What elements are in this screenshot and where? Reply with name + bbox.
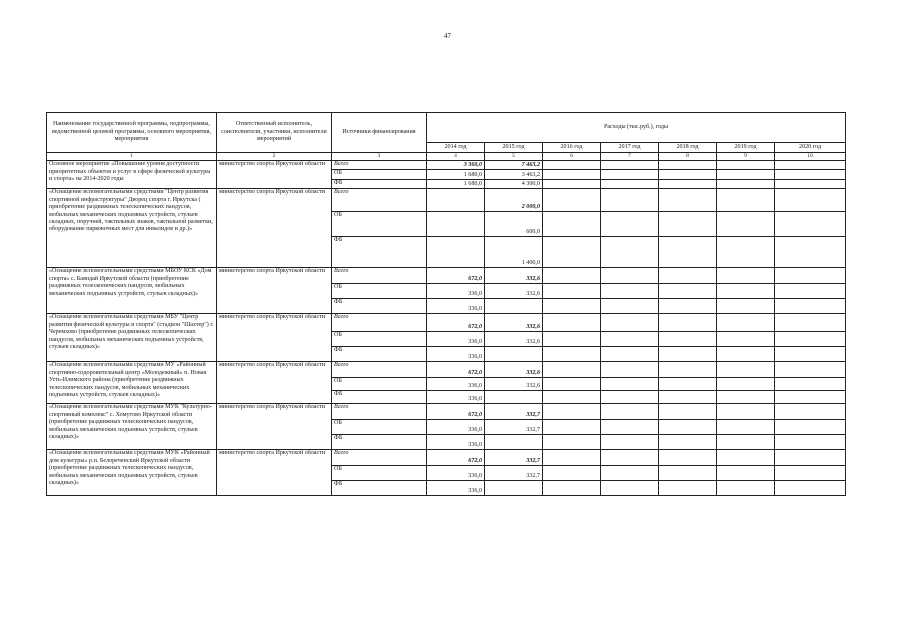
funding-source: ОБ bbox=[332, 378, 427, 391]
empty-year-cell bbox=[659, 466, 717, 481]
empty-year-cell bbox=[543, 378, 601, 391]
empty-year-cell bbox=[543, 450, 601, 466]
amount-y2014 bbox=[427, 237, 485, 268]
empty-year-cell bbox=[601, 378, 659, 391]
empty-year-cell bbox=[717, 404, 775, 420]
empty-year-cell bbox=[659, 481, 717, 496]
column-index: 9 bbox=[717, 153, 775, 161]
amount-y2014: 336,0 bbox=[427, 378, 485, 391]
amount-y2015 bbox=[485, 347, 543, 362]
header-year: 2020 год bbox=[775, 143, 846, 153]
amount-y2015: 7 463,2 bbox=[485, 161, 543, 170]
empty-year-cell bbox=[601, 268, 659, 284]
empty-year-cell bbox=[659, 378, 717, 391]
amount-y2014: 336,0 bbox=[427, 299, 485, 314]
empty-year-cell bbox=[775, 466, 846, 481]
empty-year-cell bbox=[601, 212, 659, 237]
funding-source: ФБ bbox=[332, 299, 427, 314]
amount-y2015: 1 400,0 bbox=[485, 237, 543, 268]
executor-name: министерство спорта Иркутской области bbox=[217, 362, 332, 404]
empty-year-cell bbox=[543, 391, 601, 404]
empty-year-cell bbox=[717, 481, 775, 496]
empty-year-cell bbox=[775, 161, 846, 170]
amount-y2014: 672,0 bbox=[427, 268, 485, 284]
amount-y2014: 336,0 bbox=[427, 347, 485, 362]
empty-year-cell bbox=[717, 268, 775, 284]
empty-year-cell bbox=[717, 180, 775, 189]
empty-year-cell bbox=[601, 314, 659, 332]
funding-source: ФБ bbox=[332, 180, 427, 189]
empty-year-cell bbox=[775, 450, 846, 466]
amount-y2015: 332,6 bbox=[485, 314, 543, 332]
empty-year-cell bbox=[775, 237, 846, 268]
amount-y2015 bbox=[485, 391, 543, 404]
empty-year-cell bbox=[775, 268, 846, 284]
amount-y2015: 4 300,0 bbox=[485, 180, 543, 189]
funding-source: ОБ bbox=[332, 420, 427, 435]
empty-year-cell bbox=[543, 170, 601, 180]
amount-y2015: 332,6 bbox=[485, 332, 543, 347]
empty-year-cell bbox=[775, 170, 846, 180]
empty-year-cell bbox=[601, 450, 659, 466]
empty-year-cell bbox=[601, 347, 659, 362]
funding-source: Всего bbox=[332, 314, 427, 332]
empty-year-cell bbox=[543, 161, 601, 170]
empty-year-cell bbox=[775, 212, 846, 237]
empty-year-cell bbox=[543, 237, 601, 268]
empty-year-cell bbox=[717, 237, 775, 268]
executor-name: министерство спорта Иркутской области bbox=[217, 268, 332, 314]
amount-y2015: 332,6 bbox=[485, 378, 543, 391]
amount-y2014: 672,0 bbox=[427, 314, 485, 332]
empty-year-cell bbox=[543, 284, 601, 299]
column-index: 4 bbox=[427, 153, 485, 161]
empty-year-cell bbox=[717, 362, 775, 378]
empty-year-cell bbox=[659, 347, 717, 362]
funding-source: ФБ bbox=[332, 481, 427, 496]
empty-year-cell bbox=[775, 435, 846, 450]
amount-y2015: 2 000,0 bbox=[485, 189, 543, 212]
column-index: 7 bbox=[601, 153, 659, 161]
empty-year-cell bbox=[775, 378, 846, 391]
empty-year-cell bbox=[717, 212, 775, 237]
empty-year-cell bbox=[775, 481, 846, 496]
empty-year-cell bbox=[659, 268, 717, 284]
amount-y2015: 600,0 bbox=[485, 212, 543, 237]
column-index: 1 bbox=[47, 153, 217, 161]
funding-source: ОБ bbox=[332, 212, 427, 237]
header-year: 2018 год bbox=[659, 143, 717, 153]
table-row bbox=[47, 268, 846, 284]
empty-year-cell bbox=[659, 435, 717, 450]
executor-name: министерство спорта Иркутской области bbox=[217, 450, 332, 496]
table-row bbox=[47, 161, 846, 170]
empty-year-cell bbox=[601, 481, 659, 496]
empty-year-cell bbox=[659, 362, 717, 378]
empty-year-cell bbox=[659, 391, 717, 404]
program-name: «Оснащение вспомогательными средствами МУК «Районный дом культуры» р.п. Белореченский Иркутской области (приобретение раздвижных телескопических пандусов, мобильных механических подъемных устройств, стульев складных)» bbox=[47, 450, 217, 496]
executor-name: министерство спорта Иркутской области bbox=[217, 314, 332, 362]
empty-year-cell bbox=[601, 404, 659, 420]
amount-y2015: 332,7 bbox=[485, 450, 543, 466]
column-index: 2 bbox=[217, 153, 332, 161]
table-row bbox=[47, 404, 846, 420]
table-row bbox=[47, 314, 846, 332]
program-name: «Оснащение вспомогательными средствами МБУ "Центр развития физической культуры и спорта" (стадион "Шахтер") г. Черемхово (приобретение раздвижных телескопических пандусов, мобильных механических подъемных устройств, стульев складных)» bbox=[47, 314, 217, 362]
empty-year-cell bbox=[717, 347, 775, 362]
amount-y2014: 1 680,0 bbox=[427, 170, 485, 180]
header-year: 2014 год bbox=[427, 143, 485, 153]
empty-year-cell bbox=[659, 332, 717, 347]
header-year: 2017 год bbox=[601, 143, 659, 153]
amount-y2015: 332,6 bbox=[485, 362, 543, 378]
empty-year-cell bbox=[717, 435, 775, 450]
amount-y2015 bbox=[485, 481, 543, 496]
program-name: «Оснащение вспомогательными средствами МБОУ КСК «Дом спорта» с. Баяндай Иркутской области (приобретение раздвижных телескопических пандусов, мобильных механических подъемных устройств, стульев складных)» bbox=[47, 268, 217, 314]
empty-year-cell bbox=[601, 420, 659, 435]
empty-year-cell bbox=[543, 332, 601, 347]
empty-year-cell bbox=[659, 404, 717, 420]
empty-year-cell bbox=[543, 189, 601, 212]
empty-year-cell bbox=[775, 420, 846, 435]
funding-source: ФБ bbox=[332, 237, 427, 268]
empty-year-cell bbox=[717, 391, 775, 404]
program-name: Основное мероприятие «Повышение уровня доступности приоритетных объектов и услуг в сфере физической культуры и спорта» на 2014-2020 годы bbox=[47, 161, 217, 189]
empty-year-cell bbox=[601, 391, 659, 404]
empty-year-cell bbox=[659, 189, 717, 212]
empty-year-cell bbox=[659, 237, 717, 268]
amount-y2015 bbox=[485, 299, 543, 314]
executor-name: министерство спорта Иркутской области bbox=[217, 189, 332, 268]
empty-year-cell bbox=[717, 284, 775, 299]
empty-year-cell bbox=[543, 299, 601, 314]
empty-year-cell bbox=[601, 170, 659, 180]
empty-year-cell bbox=[717, 299, 775, 314]
empty-year-cell bbox=[775, 332, 846, 347]
empty-year-cell bbox=[543, 435, 601, 450]
empty-year-cell bbox=[775, 362, 846, 378]
funding-source: Всего bbox=[332, 362, 427, 378]
header-program: Наименование государственной программы, подпрограммы, ведомственной целевой программы, основного мероприятия, мероприятия bbox=[47, 113, 217, 153]
funding-source: Всего bbox=[332, 268, 427, 284]
table-row bbox=[47, 189, 846, 212]
page-number: 47 bbox=[444, 32, 451, 40]
amount-y2015 bbox=[485, 435, 543, 450]
executor-name: министерство спорта Иркутской области bbox=[217, 161, 332, 189]
funding-source: ОБ bbox=[332, 466, 427, 481]
column-index: 8 bbox=[659, 153, 717, 161]
amount-y2014: 336,0 bbox=[427, 466, 485, 481]
empty-year-cell bbox=[717, 420, 775, 435]
funding-source: ФБ bbox=[332, 391, 427, 404]
amount-y2014: 336,0 bbox=[427, 284, 485, 299]
executor-name: министерство спорта Иркутской области bbox=[217, 404, 332, 450]
empty-year-cell bbox=[543, 180, 601, 189]
funding-source: ОБ bbox=[332, 284, 427, 299]
amount-y2015: 332,7 bbox=[485, 466, 543, 481]
empty-year-cell bbox=[601, 161, 659, 170]
amount-y2014: 1 680,0 bbox=[427, 180, 485, 189]
empty-year-cell bbox=[717, 450, 775, 466]
empty-year-cell bbox=[659, 450, 717, 466]
empty-year-cell bbox=[775, 404, 846, 420]
empty-year-cell bbox=[717, 314, 775, 332]
amount-y2014: 336,0 bbox=[427, 435, 485, 450]
table-row bbox=[47, 362, 846, 378]
funding-source: Всего bbox=[332, 404, 427, 420]
empty-year-cell bbox=[601, 180, 659, 189]
empty-year-cell bbox=[543, 404, 601, 420]
amount-y2014: 672,0 bbox=[427, 362, 485, 378]
header-executor: Ответственный исполнитель, соисполнители, участники, исполнители мероприятий bbox=[217, 113, 332, 153]
empty-year-cell bbox=[543, 481, 601, 496]
empty-year-cell bbox=[543, 466, 601, 481]
funding-source: Всего bbox=[332, 161, 427, 170]
amount-y2015: 332,6 bbox=[485, 268, 543, 284]
empty-year-cell bbox=[543, 314, 601, 332]
program-name: «Оснащение вспомогательными средствами "Центр развития спортивной инфраструктуры" Дворец спорта г. Иркутска ( приобретение раздвижных телескопических пандусов, мобильных механических подъемных устройств, стульев складных, поручней, тактильных знаков, тактильной разметки, оборудование парковочных мест для инвалидов и др.)» bbox=[47, 189, 217, 268]
amount-y2015: 332,7 bbox=[485, 404, 543, 420]
amount-y2014: 336,0 bbox=[427, 332, 485, 347]
column-index: 5 bbox=[485, 153, 543, 161]
amount-y2014: 672,0 bbox=[427, 404, 485, 420]
empty-year-cell bbox=[717, 189, 775, 212]
header-year: 2015 год bbox=[485, 143, 543, 153]
empty-year-cell bbox=[601, 284, 659, 299]
empty-year-cell bbox=[601, 435, 659, 450]
empty-year-cell bbox=[717, 161, 775, 170]
empty-year-cell bbox=[717, 170, 775, 180]
header-year: 2016 год bbox=[543, 143, 601, 153]
empty-year-cell bbox=[601, 299, 659, 314]
empty-year-cell bbox=[775, 391, 846, 404]
funding-source: ФБ bbox=[332, 347, 427, 362]
empty-year-cell bbox=[775, 180, 846, 189]
header-year: 2019 год bbox=[717, 143, 775, 153]
empty-year-cell bbox=[717, 332, 775, 347]
table-row bbox=[47, 450, 846, 466]
empty-year-cell bbox=[775, 347, 846, 362]
amount-y2015: 332,6 bbox=[485, 284, 543, 299]
amount-y2014 bbox=[427, 189, 485, 212]
funding-source: ОБ bbox=[332, 170, 427, 180]
empty-year-cell bbox=[601, 189, 659, 212]
empty-year-cell bbox=[775, 314, 846, 332]
empty-year-cell bbox=[543, 362, 601, 378]
empty-year-cell bbox=[659, 180, 717, 189]
column-index: 6 bbox=[543, 153, 601, 161]
amount-y2015: 3 463,2 bbox=[485, 170, 543, 180]
amount-y2014: 3 360,0 bbox=[427, 161, 485, 170]
amount-y2014 bbox=[427, 212, 485, 237]
empty-year-cell bbox=[659, 420, 717, 435]
column-index: 3 bbox=[332, 153, 427, 161]
empty-year-cell bbox=[601, 466, 659, 481]
empty-year-cell bbox=[601, 237, 659, 268]
header-source: Источники финансирования bbox=[332, 113, 427, 153]
program-name: «Оснащение вспомогательными средствами МУ «Районный спортивно-оздоровительный центр «Молодежный» п. Новая Усть-Илимского района (приобретение раздвижных телескопических пандусов, мобильных механических подъемных устройств, стульев складных)» bbox=[47, 362, 217, 404]
amount-y2015: 332,7 bbox=[485, 420, 543, 435]
empty-year-cell bbox=[543, 420, 601, 435]
funding-source: Всего bbox=[332, 189, 427, 212]
empty-year-cell bbox=[775, 299, 846, 314]
empty-year-cell bbox=[775, 284, 846, 299]
empty-year-cell bbox=[717, 378, 775, 391]
header-expenses: Расходы (тыс.руб.), годы bbox=[427, 113, 846, 143]
amount-y2014: 336,0 bbox=[427, 420, 485, 435]
amount-y2014: 336,0 bbox=[427, 481, 485, 496]
funding-source: Всего bbox=[332, 450, 427, 466]
empty-year-cell bbox=[659, 212, 717, 237]
empty-year-cell bbox=[543, 212, 601, 237]
program-name: «Оснащение вспомогательными средствами МУК "Культурно-спортивный комплекс" с. Хомутово Иркутской области (приобретение раздвижных телескопических пандусов, мобильных механических подъемных устройств, стульев складных)» bbox=[47, 404, 217, 450]
empty-year-cell bbox=[659, 284, 717, 299]
empty-year-cell bbox=[601, 332, 659, 347]
empty-year-cell bbox=[659, 299, 717, 314]
empty-year-cell bbox=[717, 466, 775, 481]
empty-year-cell bbox=[659, 161, 717, 170]
empty-year-cell bbox=[543, 268, 601, 284]
funding-source: ОБ bbox=[332, 332, 427, 347]
amount-y2014: 672,0 bbox=[427, 450, 485, 466]
empty-year-cell bbox=[659, 170, 717, 180]
empty-year-cell bbox=[775, 189, 846, 212]
empty-year-cell bbox=[543, 347, 601, 362]
expenses-table bbox=[46, 112, 846, 496]
funding-source: ФБ bbox=[332, 435, 427, 450]
empty-year-cell bbox=[659, 314, 717, 332]
column-index: 10 bbox=[775, 153, 846, 161]
empty-year-cell bbox=[601, 362, 659, 378]
amount-y2014: 336,0 bbox=[427, 391, 485, 404]
